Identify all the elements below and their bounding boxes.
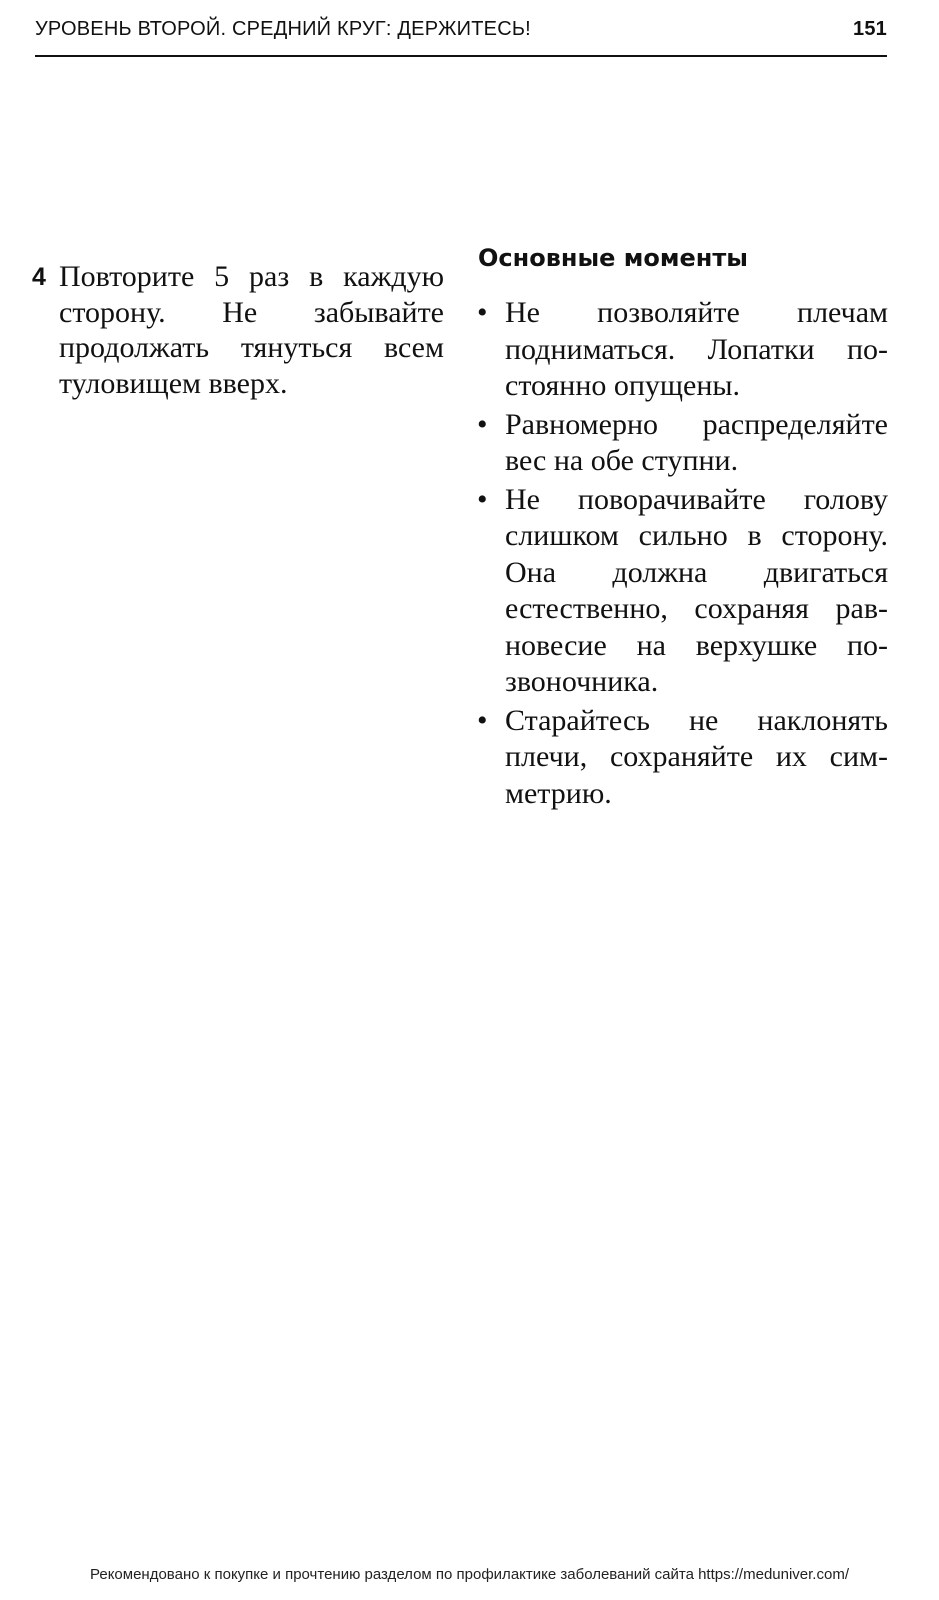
page-number: 151 [853, 18, 887, 40]
bullet-icon: • [477, 703, 488, 737]
list-item [476, 407, 888, 480]
list-item [476, 703, 888, 813]
header-divider [35, 55, 887, 57]
running-title: УРОВЕНЬ ВТОРОЙ. СРЕДНИЙ КРУГ: ДЕРЖИТЕСЬ! [35, 18, 531, 40]
list-item-text: Не поворачивайте голову слишком сильно в сторону. Она должна двигаться естественно, сохраняя равновесие на верхушке позвоночника. [505, 482, 888, 698]
list-item [476, 482, 888, 701]
step-paragraph [32, 259, 444, 401]
running-head [35, 18, 887, 48]
bullet-icon: • [477, 407, 488, 441]
list-item-text: Не позволяйте плечам подниматься. Лопатки постоянно опущены. [505, 296, 888, 402]
list-item-text: Старайтесь не наклонять плечи, сохраняйте их симметрию. [505, 703, 888, 810]
list-item [476, 295, 888, 405]
key-points-list [476, 295, 888, 812]
bullet-icon: • [477, 482, 488, 516]
step-text: Повторите 5 раз в каждую сторону. Не забывайте продолжать тянуться всем туловищем вверх. [59, 260, 444, 400]
key-points-heading: Основные моменты [478, 244, 748, 272]
key-points-section [476, 240, 888, 814]
step-number: 4 [32, 263, 46, 291]
list-item-text: Равномерно распределяйте вес на обе ступни. [505, 407, 888, 477]
bullet-icon: • [477, 296, 488, 329]
footer-note: Рекомендовано к покупке и прочтению разделом по профилактике заболеваний сайта https://meduniver.com/ [90, 1566, 849, 1583]
